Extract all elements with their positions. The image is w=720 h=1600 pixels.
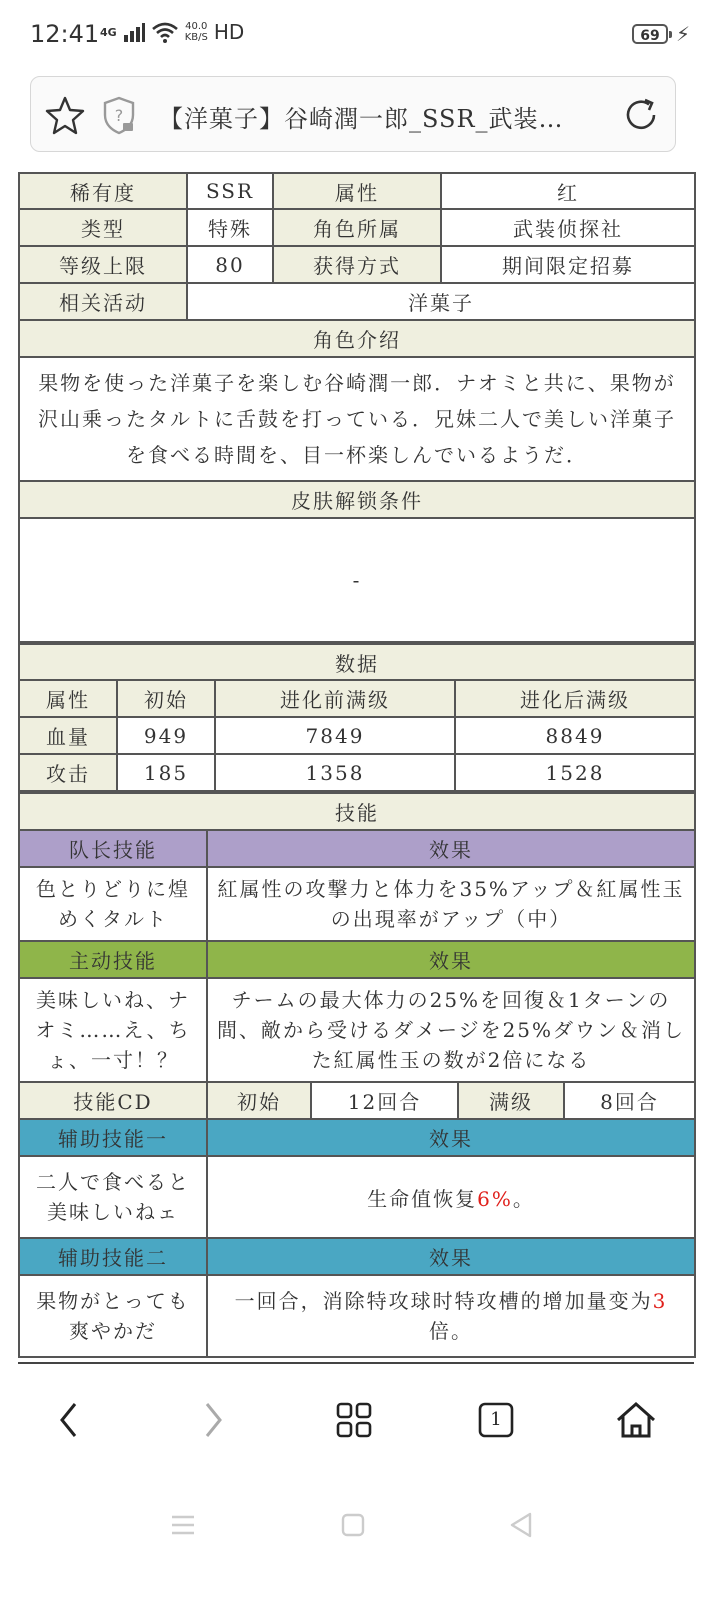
passive1-effect-suffix: 。: [512, 1186, 535, 1211]
passive2-effect-suffix: 倍。: [429, 1319, 473, 1343]
table-row: [19, 867, 695, 941]
network-type: 4G: [100, 25, 117, 39]
active-effect-header: 效果: [207, 941, 695, 978]
forward-icon[interactable]: [190, 1398, 234, 1442]
obtain-label: 获得方式: [273, 246, 441, 283]
cd-initial-label: 初始: [207, 1082, 311, 1119]
hp-label: 血量: [19, 717, 117, 754]
divider: [18, 1362, 694, 1364]
table-row: [19, 680, 695, 717]
bookmark-star-icon[interactable]: [45, 95, 85, 135]
cd-max-label: 满级: [458, 1082, 564, 1119]
stats-col-header: 属性: [19, 680, 117, 717]
signal-icon: [123, 22, 145, 42]
security-shield-icon[interactable]: [101, 95, 137, 135]
active-skill-name: 美味しいね、ナオミ……え、ちょ、一寸！？: [19, 978, 207, 1082]
net-speed: [185, 21, 208, 43]
battery-icon: [632, 24, 668, 44]
wifi-icon: [151, 21, 179, 43]
passive1-effect-value: 6%: [477, 1186, 513, 1211]
atk-initial: 185: [117, 754, 215, 791]
passive1-effect-header: 效果: [207, 1119, 695, 1156]
table-row: [19, 941, 695, 978]
passive2-effect-value: 3: [652, 1289, 668, 1313]
table-row: [19, 1238, 695, 1275]
atk-post-evo: 1528: [455, 754, 695, 791]
menu-grid-icon[interactable]: [332, 1398, 376, 1442]
hp-pre-evo: 7849: [215, 717, 455, 754]
passive1-effect: [207, 1156, 695, 1238]
stats-col-header: 进化前满级: [215, 680, 455, 717]
affiliation-value: 武装侦探社: [441, 209, 695, 246]
table-row: [19, 246, 695, 283]
event-value: 洋菓子: [187, 283, 695, 320]
event-label: 相关活动: [19, 283, 187, 320]
skills-table: [18, 792, 696, 1358]
attribute-value: 红: [441, 173, 695, 209]
tabs-icon[interactable]: [474, 1398, 518, 1442]
hd-indicator: HD: [213, 20, 245, 44]
clock: 12:41: [30, 20, 100, 48]
rarity-value: SSR: [187, 173, 273, 209]
page-title[interactable]: 【洋菓子】谷崎潤一郎_SSR_武装…: [159, 105, 564, 133]
wiki-content: [18, 172, 694, 1358]
speed-unit: KB/S: [184, 32, 208, 43]
hp-initial: 949: [117, 717, 215, 754]
table-row: [19, 830, 695, 867]
atk-label: 攻击: [19, 754, 117, 791]
passive2-effect: [207, 1275, 695, 1357]
charging-icon: ⚡: [676, 22, 691, 46]
address-bar[interactable]: [30, 76, 676, 152]
table-row: [19, 283, 695, 320]
leader-effect-header: 效果: [207, 830, 695, 867]
speed-value: 40.0: [185, 21, 208, 32]
table-row: [19, 1082, 695, 1119]
intro-header: 角色介绍: [19, 320, 695, 357]
skin-header: 皮肤解锁条件: [19, 481, 695, 518]
home-icon[interactable]: [614, 1398, 658, 1442]
leader-skill-effect: 紅属性の攻撃力と体力を35%アップ＆紅属性玉の出現率がアップ（中）: [207, 867, 695, 941]
table-row: [19, 1119, 695, 1156]
attribute-label: 属性: [273, 173, 441, 209]
table-row: [19, 1156, 695, 1238]
cd-max-value: 8回合: [564, 1082, 695, 1119]
back-icon[interactable]: [48, 1398, 92, 1442]
hp-post-evo: 8849: [455, 717, 695, 754]
stats-header: 数据: [19, 644, 695, 680]
leader-skill-name: 色とりどりに煌めくタルト: [19, 867, 207, 941]
type-label: 类型: [19, 209, 187, 246]
battery-level: 69: [640, 28, 660, 44]
reload-icon[interactable]: [621, 95, 661, 135]
passive2-name: 果物がとっても爽やかだ: [19, 1275, 207, 1357]
active-skill-label: 主动技能: [19, 941, 207, 978]
table-row: [19, 754, 695, 791]
table-row: [19, 518, 695, 642]
cd-label: 技能CD: [19, 1082, 207, 1119]
level-cap-value: 80: [187, 246, 273, 283]
stats-col-header: 进化后满级: [455, 680, 695, 717]
status-bar: [0, 0, 720, 72]
recents-menu-icon[interactable]: [168, 1510, 198, 1540]
rarity-label: 稀有度: [19, 173, 187, 209]
stats-table: [18, 643, 696, 792]
stats-col-header: 初始: [117, 680, 215, 717]
type-value: 特殊: [187, 209, 273, 246]
table-row: [19, 481, 695, 518]
skills-header: 技能: [19, 793, 695, 830]
table-row: [19, 1275, 695, 1357]
passive1-name: 二人で食べると美味しいねェ: [19, 1156, 207, 1238]
browser-nav-bar: [0, 1380, 720, 1460]
atk-pre-evo: 1358: [215, 754, 455, 791]
home-square-icon[interactable]: [338, 1510, 368, 1540]
system-back-icon[interactable]: [506, 1510, 536, 1540]
leader-skill-label: 队长技能: [19, 830, 207, 867]
table-row: [19, 978, 695, 1082]
passive1-label: 辅助技能一: [19, 1119, 207, 1156]
table-row: [19, 717, 695, 754]
tabs-count: 1: [490, 1409, 502, 1430]
table-row: [19, 644, 695, 680]
passive1-effect-prefix: 生命值恢复: [367, 1186, 478, 1211]
table-row: [19, 357, 695, 481]
level-cap-label: 等级上限: [19, 246, 187, 283]
affiliation-label: 角色所属: [273, 209, 441, 246]
passive2-effect-header: 效果: [207, 1238, 695, 1275]
system-nav-bar: [0, 1500, 720, 1560]
intro-text: 果物を使った洋菓子を楽しむ谷崎潤一郎．ナオミと共に、果物が沢山乗ったタルトに舌鼓を打っている．兄妹二人で美しい洋菓子を食べる時間を、目一杯楽しんでいるようだ．: [19, 357, 695, 481]
info-table: [18, 172, 696, 643]
signal-indicators: [100, 20, 244, 44]
passive2-effect-prefix: 一回合，消除特攻球时特攻槽的增加量变为: [234, 1289, 653, 1313]
active-skill-effect: チームの最大体力の25%を回復＆1ターンの間、敵から受けるダメージを25%ダウン＆消した紅属性玉の数が2倍になる: [207, 978, 695, 1082]
cd-initial-value: 12回合: [311, 1082, 458, 1119]
svg-text:?: ?: [114, 106, 124, 125]
table-row: [19, 209, 695, 246]
passive2-label: 辅助技能二: [19, 1238, 207, 1275]
table-row: [19, 173, 695, 209]
obtain-value: 期间限定招募: [441, 246, 695, 283]
table-row: [19, 320, 695, 357]
table-row: [19, 793, 695, 830]
skin-text: -: [19, 518, 695, 642]
